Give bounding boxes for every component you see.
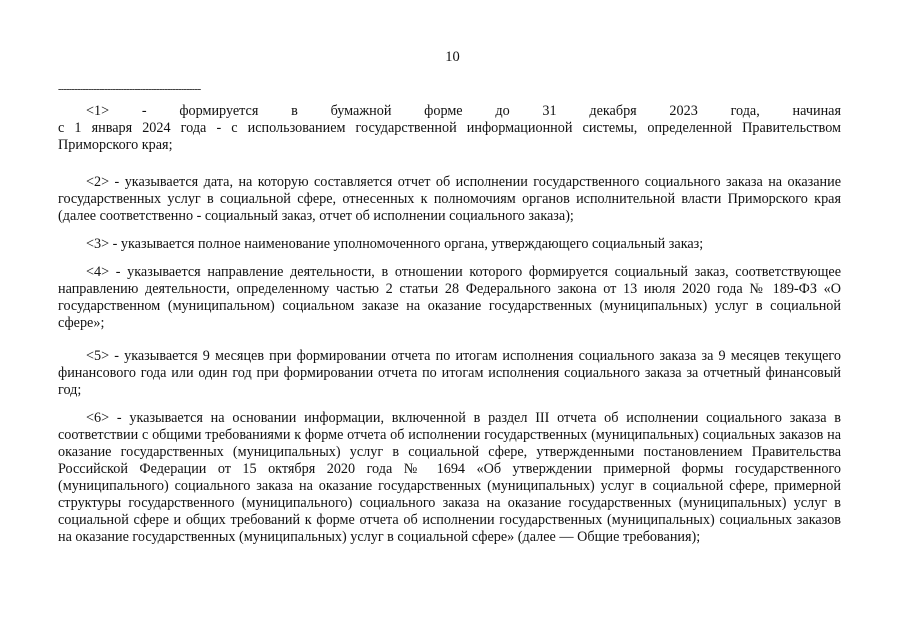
footnote-3: <3> - указывается полное наименование уполномоченного органа, утверждающего социальный заказ; [86,236,704,252]
footnote-4: <4> - указывается направление деятельности, в отношении которого формируется социальный заказ, соответствующее направлению деятельности, определенному частью 2 статьи 28 Федерального закона от 13 июля 2020 года № 189-ФЗ «О государственном (муниципальном) социальном заказе на оказание государственных (муниципальных) услуг в социальной сфере»; [58,264,841,331]
footnote-2: <2> - указывается дата, на которую составляется отчет об исполнении государственного социального заказа на оказание государственных услуг в социальной сфере, отнесенных к полномочиям органов исполнительной власти Приморского края (далее соответственно - социальный заказ, отчет об исполнении социального заказа); [58,174,841,224]
footnote-1-first-line: <1> - формируется в бумажной форме до 31 декабря 2023 года, начиная [86,103,841,119]
footnote-6: <6> - указывается на основании информации, включенной в раздел III отчета об исполнении социального заказа в соответствии с общими требованиями к форме отчета об исполнении государственных (муниципальных) социальных заказов на оказание государственных (муниципальных) услуг в социальной сфере, утвержденными постановлением Правительства Российской Федерации от 15 октября 2020 года № 1694 «Об утверждении примерной формы государственного (муниципального) социального заказа на оказание государственных (муниципальных) услуг в социальной сфере, примерной структуры государственного (муниципального) социального заказа на оказание государственных (муниципальных) услуг в социальной сфере и общих требований к форме отчета об исполнении государственных (муниципальных) социальных заказов на оказание государственных (муниципальных) услуг в социальной сфере» (далее — Общие требования); [58,410,841,545]
page-number: 10 [445,49,460,65]
footnote-1-continuation: с 1 января 2024 года - с использованием государственной информационной системы, определенной Правительством Приморского края; [58,120,841,153]
footnote-separator [58,88,201,92]
footnote-5: <5> - указывается 9 месяцев при формировании отчета по итогам исполнения социального заказа за 9 месяцев текущего финансового года или один год при формировании отчета по итогам исполнения социального заказа за отчетный финансовый год; [58,348,841,398]
